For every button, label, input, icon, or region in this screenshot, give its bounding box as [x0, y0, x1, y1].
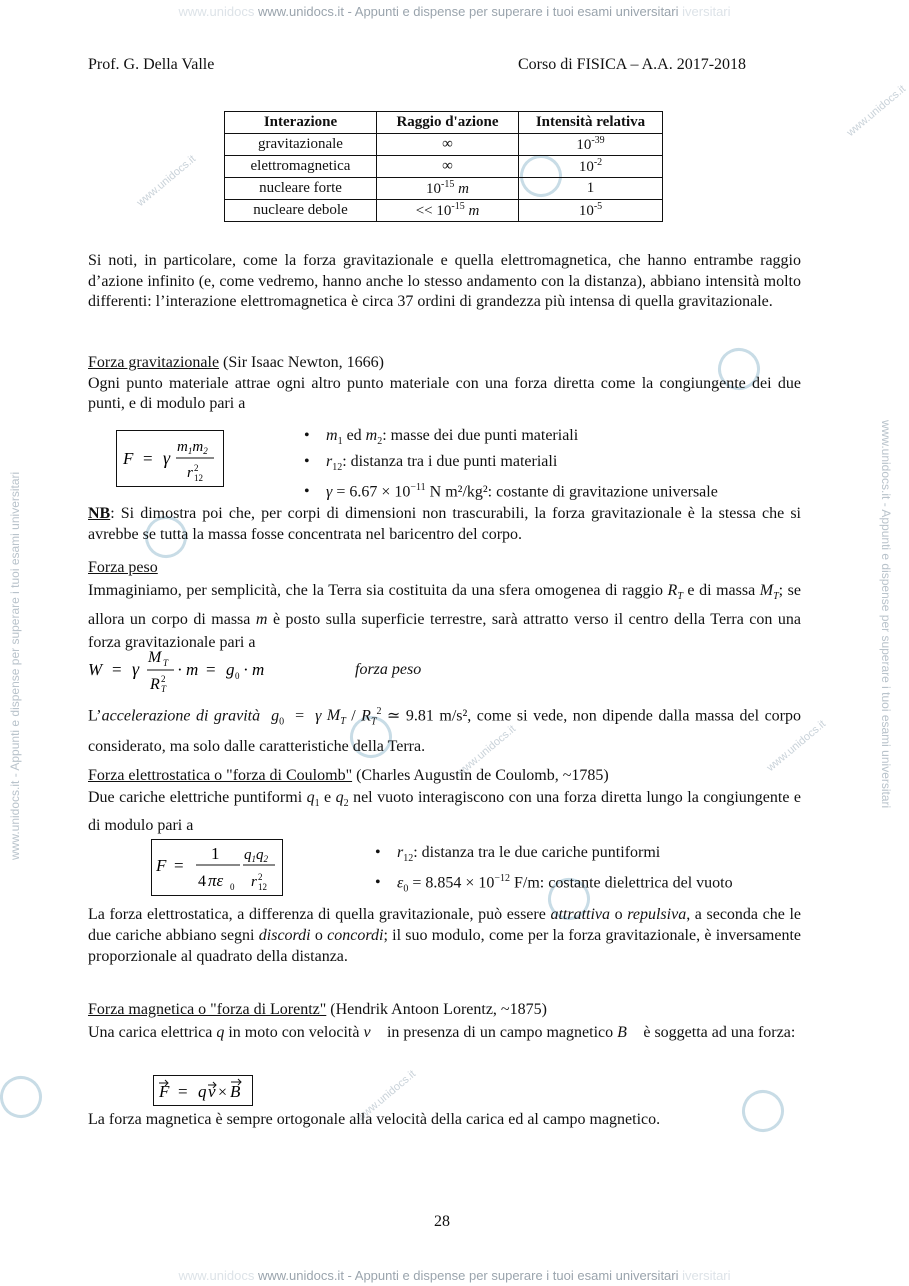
table-cell — [519, 200, 663, 222]
list-item: • $r_{12}$: distanza tra i due punti materiali — [304, 453, 558, 474]
range-unit: m — [468, 203, 480, 219]
svg-text:12: 12 — [258, 882, 267, 892]
table-cell: gravitazionale — [225, 134, 377, 156]
table-row — [225, 134, 663, 156]
g-term: accelerazione di gravità — [101, 707, 261, 725]
lorentz-credit: (Hendrik Antoon Lorentz, ~1875) — [326, 1001, 547, 1018]
bullet-exp: −12 — [494, 873, 510, 884]
weight-heading — [88, 556, 801, 579]
svg-text:g: g — [226, 660, 235, 679]
lorentz-text-part: in moto con velocità — [224, 1024, 364, 1041]
svg-text:M: M — [148, 649, 162, 666]
header-author: Prof. G. Della Valle — [88, 56, 215, 73]
interactions-table — [224, 111, 663, 222]
range-exp: -15 — [451, 201, 465, 212]
bullet-value: = 8.854 × 10 — [408, 874, 495, 892]
table-cell: ∞ — [377, 156, 519, 178]
svg-text:2: 2 — [194, 463, 199, 473]
table-row — [225, 178, 663, 200]
watermark-diagonal: www.unidocs.it — [134, 153, 199, 209]
svg-text:q: q — [198, 1082, 207, 1101]
svg-text:=: = — [112, 660, 122, 679]
bullet-value: = 6.67 × 10 — [336, 483, 411, 501]
watermark-diagonal: www.unidocs.it — [764, 718, 829, 774]
coulomb-text-part: e — [319, 789, 336, 806]
svg-text:B: B — [230, 1082, 241, 1101]
unidocs-logo-icon — [0, 1069, 49, 1125]
weight-text-part: è posto sulla superficie terrestre, sarà attratto verso il centro della Terra con una forza gravitazionale pari a — [88, 611, 802, 652]
weight-text-part: ; se allora un corpo di massa — [88, 582, 801, 629]
lorentz-text-part: in presenza di un campo magnetico — [382, 1024, 618, 1041]
intensity-base: 10 — [578, 203, 594, 219]
gravity-section — [88, 353, 801, 415]
list-item: • $\varepsilon_0 = 8.854 \times 10^{-12}$ F/m: costante dielettrica del vuoto — [375, 873, 733, 895]
coulomb-formula — [152, 840, 282, 895]
bullet-text: : distanza tra le due cariche puntiformi — [413, 844, 661, 861]
term-discordi: discordi — [258, 927, 311, 944]
bullet-text: N m²/kg²: costante di gravitazione universale — [425, 483, 718, 501]
svg-text:·: · — [177, 660, 183, 679]
watermark-faded-left: www.unidocs — [178, 1268, 255, 1283]
lorentz-text: Una carica elettrica q in moto con velocità v⃗ in presenza di un campo magnetico B⃗ è soggetta ad una forza: — [88, 1024, 796, 1041]
bullet-exp: −11 — [410, 482, 426, 493]
svg-text:W: W — [88, 660, 103, 679]
header-course: Corso di FISICA – A.A. 2017-2018 — [518, 56, 747, 73]
list-item: • $\gamma = 6.67 \times 10^{-11}$ N m²/kg²: costante di gravitazione universale — [304, 482, 718, 501]
coulomb-credit: (Charles Augustin de Coulomb, ~1785) — [352, 767, 609, 784]
intensity-base: 10 — [578, 159, 594, 175]
watermark-faded-right: iversitari — [682, 1268, 731, 1283]
range-base: 10 — [426, 181, 442, 197]
list-item: • $r_{12}$: distanza tra le due cariche puntiformi — [375, 844, 661, 865]
coulomb-text: Due cariche elettriche puntiformi $q_1$ e $q_2$ nel vuoto interagiscono con una forza diretta lungo la congiungente e di modulo pari a — [88, 789, 802, 835]
table-row — [225, 200, 663, 222]
coulomb-after-paragraph — [88, 904, 801, 967]
svg-text:r: r — [187, 465, 193, 481]
bullet-text: F/m: costante dielettrica del vuoto — [510, 874, 733, 892]
intensity-exp: -5 — [593, 201, 603, 212]
svg-text:πε: πε — [208, 871, 224, 890]
lorentz-formula-box — [153, 1075, 253, 1106]
table-header: Interazione — [225, 112, 377, 134]
coulomb-section — [88, 765, 801, 837]
range-base: << 10 — [415, 203, 452, 219]
watermark-left: www.unidocs.it - Appunti e dispense per superare i tuoi esami universitari — [8, 471, 22, 860]
watermark-diagonal: www.unidocs.it — [354, 1068, 419, 1124]
gravity-formula — [117, 431, 223, 486]
watermark-right: www.unidocs.it - Appunti e dispense per superare i tuoi esami universitari — [879, 420, 893, 809]
coulomb-heading — [88, 765, 801, 787]
table-cell — [519, 156, 663, 178]
table-cell — [519, 134, 663, 156]
table-header: Intensità relativa — [519, 112, 663, 134]
nb-paragraph — [88, 504, 801, 545]
watermark-bottom — [0, 1268, 909, 1283]
svg-text:·: · — [243, 660, 249, 679]
gravity-bullet-list — [304, 423, 718, 501]
table-cell: nucleare forte — [225, 178, 377, 200]
weight-title: Forza peso — [88, 559, 158, 576]
term-attrattiva: attrattiva — [550, 906, 611, 923]
gravity-formula-box — [116, 430, 224, 487]
gravity-credit: (Sir Isaac Newton, 1666) — [219, 354, 384, 371]
coulomb-after-part: o — [610, 906, 628, 923]
bullet-text: : masse dei due punti materiali — [382, 427, 579, 444]
gravity-heading — [88, 353, 801, 374]
coulomb-text-part: nel vuoto interagiscono con una forza diretta lungo la congiungente e di modulo pari a — [88, 789, 802, 835]
svg-text:2: 2 — [258, 872, 263, 882]
range-unit: m — [458, 181, 469, 197]
watermark-bottom-text: www.unidocs.it - Appunti e dispense per superare i tuoi esami universitari — [257, 1268, 679, 1283]
svg-text:m: m — [186, 660, 199, 679]
svg-text:×: × — [218, 1084, 228, 1101]
watermark-diagonal: www.unidocs.it — [454, 723, 519, 779]
coulomb-formula-box — [151, 839, 283, 896]
svg-text:=: = — [174, 856, 184, 875]
gravity-acceleration-paragraph: L’accelerazione di gravità $g_0 = \gamma$ $M_T / R_T^2$ ≃ 9.81 m/s², come si vede, non dipende dalla massa del corpo considerato, ma solo dalle caratteristiche della Terra. — [88, 706, 801, 755]
lorentz-after-paragraph: La forza magnetica è sempre ortogonale alla velocità della carica ed al campo magnetico. — [88, 1111, 661, 1128]
intensity-base: 10 — [576, 137, 592, 153]
coulomb-after-part: La forza elettrostatica, a differenza di quella gravitazionale, può essere — [88, 906, 551, 923]
svg-text:0: 0 — [235, 671, 240, 681]
svg-text:=: = — [143, 449, 153, 468]
coulomb-title: Forza elettrostatica o "forza di Coulomb" — [88, 767, 353, 784]
svg-text:q1q2: $q_1q_2$ — [244, 847, 268, 864]
lorentz-section — [88, 998, 801, 1044]
watermark-faded-right: iversitari — [682, 4, 731, 19]
table-cell: nucleare debole — [225, 200, 377, 222]
svg-text:m1m2: $m_1m_2$ — [177, 439, 208, 456]
svg-text:F: F — [156, 856, 167, 875]
gravity-text: Ogni punto materiale attrae ogni altro punto materiale con una forza diretta come la congiungente dei due punti, e di modulo pari a — [88, 374, 801, 413]
svg-text:0: 0 — [230, 882, 235, 892]
table-cell: 1 — [519, 178, 663, 200]
watermark-diagonal: www.unidocs.it — [844, 83, 909, 139]
list-item: • $m_1$ ed $m_2$: masse dei due punti materiali — [304, 427, 579, 448]
gravity-title: Forza gravitazionale — [88, 354, 220, 371]
svg-text:γ: γ — [163, 448, 171, 468]
svg-text:γ: γ — [132, 659, 140, 679]
weight-text-part: e di massa — [682, 582, 760, 599]
svg-text:T: T — [161, 684, 167, 694]
table-cell: elettromagnetica — [225, 156, 377, 178]
table-cell — [377, 178, 519, 200]
watermark-top-text: www.unidocs.it - Appunti e dispense per superare i tuoi esami universitari — [257, 4, 679, 19]
svg-text:r: r — [251, 874, 257, 890]
table-cell — [377, 200, 519, 222]
weight-text-part: Immaginiamo, per semplicità, che la Terra sia costituita da una sfera omogenea di raggio — [88, 582, 668, 599]
lorentz-text-part: Una carica elettrica — [88, 1024, 217, 1041]
weight-formula — [86, 644, 386, 694]
weight-text: Immaginiamo, per semplicità, che la Terra sia costituita da una sfera omogenea di raggio $R_T$ e di massa $M_T$; se allora un corpo di massa m è posto sulla superficie terrestre, sarà attratto verso il centro della Terra con una forza gravitazionale pari a — [88, 582, 802, 652]
page-number: 28 — [434, 1213, 450, 1230]
intensity-exp: -2 — [593, 157, 603, 168]
svg-text:=: = — [206, 660, 216, 679]
svg-text:12: 12 — [194, 473, 203, 483]
weight-formula-label — [355, 661, 421, 679]
g-text-part: , come si vede, non dipende dalla massa del corpo considerato, ma solo dalle caratteristiche della Terra. — [88, 707, 801, 755]
table-header-row — [225, 112, 663, 134]
nb-text: : Si dimostra poi che, per corpi di dimensioni non trascurabili, la forza gravitazionale è la stessa che si avrebbe se tutta la massa fosse concentrata nel baricentro del corpo. — [88, 505, 801, 543]
watermark-faded-left: www.unidocs — [178, 4, 255, 19]
range-exp: -15 — [441, 179, 455, 190]
svg-text:T: T — [163, 658, 169, 668]
g-text-part: L’ — [88, 707, 102, 725]
lorentz-text-part: è soggetta ad una forza: — [639, 1024, 796, 1041]
svg-text:4: 4 — [198, 873, 206, 890]
table-cell: ∞ — [377, 134, 519, 156]
g-value: ≃ 9.81 m/s² — [381, 707, 468, 725]
coulomb-text-part: Due cariche elettriche puntiformi — [88, 789, 307, 806]
coulomb-after-part: o — [310, 927, 328, 944]
intensity-exp: -39 — [591, 135, 605, 146]
nb-label: NB — [88, 505, 111, 522]
bullet-text: : distanza tra i due punti materiali — [342, 453, 558, 470]
svg-text:R: R — [150, 676, 160, 693]
weight-label-text: forza peso — [355, 661, 422, 678]
coulomb-after-part: ; il suo modulo, come per la forza gravitazionale, è inversamente proporzionale al quadrato della distanza. — [88, 927, 802, 965]
lorentz-title: Forza magnetica o "forza di Lorentz" — [88, 1001, 327, 1018]
watermark-top — [0, 4, 909, 19]
term-repulsiva: repulsiva — [627, 906, 687, 923]
coulomb-bullet-list — [375, 840, 733, 895]
table-row — [225, 156, 663, 178]
coulomb-after-part: , a seconda che le due cariche abbiano segni — [88, 906, 802, 944]
svg-text:=: = — [178, 1082, 188, 1101]
svg-text:1: 1 — [211, 844, 220, 863]
term-concordi: concordi — [327, 927, 384, 944]
intro-paragraph: Si noti, in particolare, come la forza gravitazionale e quella elettromagnetica, che hanno entrambe raggio d’azione infinito (e, come vedremo, hanno anche lo stesso andamento con la distanza), abbiano intensità molto differenti: l’interazione elettromagnetica è circa 37 ordini di grandezza più intensa di quella gravitazionale. — [88, 252, 801, 311]
lorentz-formula — [154, 1076, 252, 1105]
svg-text:F: F — [159, 1082, 170, 1101]
table-header: Raggio d'azione — [377, 112, 519, 134]
svg-text:m: m — [252, 660, 265, 679]
svg-text:v: v — [208, 1082, 216, 1101]
lorentz-heading — [88, 998, 801, 1021]
svg-text:F: F — [123, 449, 134, 468]
svg-text:2: 2 — [161, 674, 166, 684]
weight-section — [88, 556, 801, 654]
